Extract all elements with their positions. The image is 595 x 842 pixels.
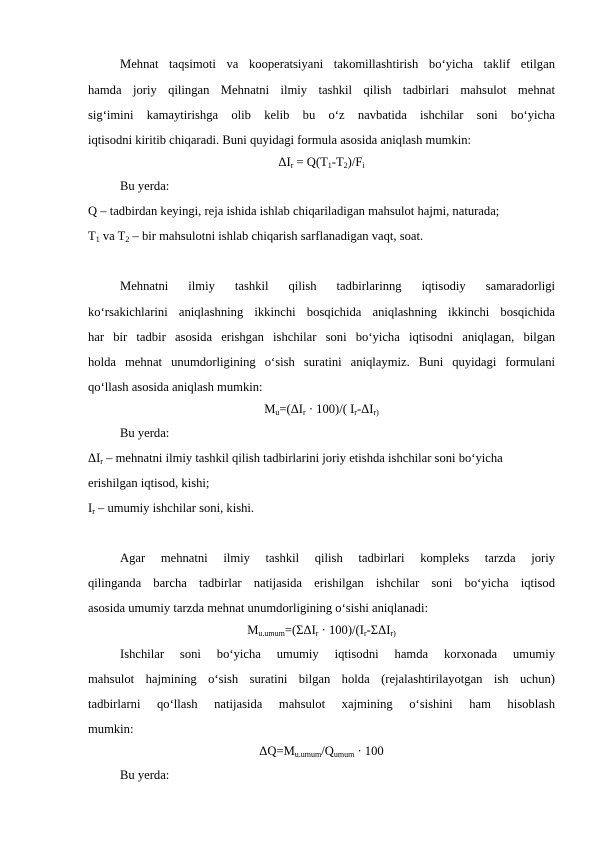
where-label-1: Bu yerda: [120, 179, 170, 193]
paragraph1-line1: Mehnat taqsimoti va kooperatsiyani takomillashtirish bo‘yicha taklif etilgan [120, 57, 555, 71]
definition-delta-i-cont: erishilgan iqtisod, kishi; [88, 476, 210, 490]
paragraph2-line3: har bir tadbir asosida erishgan ishchilar soni bo‘yicha iqtisodni aniqlagan, bilgan [88, 330, 555, 344]
definition-delta-i: $\Delta I_r$ – mehnatni ilmiy tashkil qilish tadbirlarini joriy etishda ishchilar soni bo‘yicha [88, 451, 503, 466]
paragraph2-line2: ko‘rsakichlarini aniqlashning ikkinchi bosqichida aniqlashning ikkinchi bosqichida [88, 305, 555, 319]
paragraph4-line1: Ishchilar soni bo‘yicha umumiy iqtisodni hamda korxonada umumiy [120, 647, 555, 661]
paragraph4-line2: mahsulot hajmining o‘sish suratini bilgan holda (rejalashtirilayotgan ish uchun) [88, 672, 555, 686]
formula-economy: $\Delta I_r = Q(T_1-T_2)/F_i$ [278, 155, 365, 170]
formula-total-productivity: $M_{u.umum}=(\Sigma\Delta I_r \cdot 100)/(I_r-\Sigma\Delta I_{r)}$ [247, 623, 396, 638]
paragraph2-line1: Mehnatni ilmiy tashkil qilish tadbirlarinng iqtisodiy samaradorligi [120, 279, 555, 293]
paragraph2-line4: holda mehnat unumdorligining o‘sish suratini aniqlaymiz. Buni quyidagi formulani [88, 355, 555, 369]
paragraph1-line2: hamda joriy qilingan Mehnatni ilmiy tashkil qilish tadbirlari mahsulot mehnat [88, 83, 555, 97]
definition-q: Q – tadbirdan keyingi, reja ishida ishlab chiqariladigan mahsulot hajmi, naturada; [88, 204, 500, 218]
paragraph2-line5: qo‘llash asosida aniqlash mumkin: [88, 380, 263, 394]
paragraph4-line4: mumkin: [88, 722, 134, 736]
where-label-2: Bu yerda: [120, 426, 170, 440]
paragraph4-line3: tadbirlarni qo‘llash natijasida mahsulot xajmining o‘sishini ham hisoblash [88, 697, 555, 711]
definition-i: $I_r$ – umumiy ishchilar soni, kishi. [88, 501, 255, 516]
paragraph3-line1: Agar mehnatni ilmiy tashkil qilish tadbirlari kompleks tarzda joriy [120, 551, 555, 565]
paragraph1-line3: sig‘imini kamaytirishga olib kelib bu o‘z navbatida ishchilar soni bo‘yicha [88, 108, 555, 122]
paragraph1-line4: iqtisodni kiritib chiqaradi. Buni quyidagi formula asosida aniqlash mumkin: [88, 133, 472, 147]
paragraph3-line2: qilinganda barcha tadbirlar natijasida erishilgan ishchilar soni bo‘yicha iqtisod [88, 576, 555, 590]
definition-t: $T_1$ va $T_2$ – bir mahsulotni ishlab chiqarish sarflanadigan vaqt, soat. [88, 229, 424, 244]
formula-productivity: $M_u=(\Delta I_r \cdot 100)/$( $I_r-\Delta I_{r)}$ [264, 402, 379, 417]
where-label-3: Bu yerda: [120, 768, 170, 782]
paragraph3-line3: asosida umumiy tarzda mehnat unumdorligining o‘sishi aniqlanadi: [88, 601, 428, 615]
formula-output-growth: $\Delta Q=M_{u.umum}/Q_{umum} \cdot 100$ [259, 744, 384, 759]
